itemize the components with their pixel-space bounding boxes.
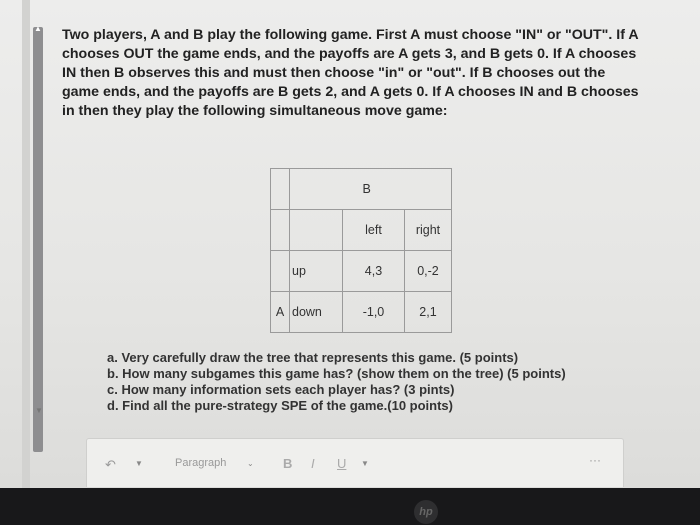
table-cell	[271, 251, 290, 292]
paragraph-style-select[interactable]: Paragraph	[175, 457, 227, 469]
scrollbar-thumb[interactable]	[33, 27, 43, 452]
chevron-down-icon[interactable]: ▼	[135, 459, 143, 468]
italic-button[interactable]: I	[311, 456, 315, 471]
column-player-label: B	[343, 169, 405, 210]
table-row	[271, 169, 452, 210]
chevron-down-icon[interactable]: ⌄	[247, 459, 254, 468]
part-c: c. How many information sets each player has? (3 pints)	[107, 382, 455, 397]
undo-icon[interactable]: ↶	[105, 457, 116, 472]
table-cell	[271, 210, 290, 251]
table-cell	[290, 169, 343, 210]
part-a: a. Very carefully draw the tree that represents this game. (5 points)	[107, 350, 519, 365]
table-row	[271, 292, 452, 333]
column-left-label: left	[343, 210, 405, 251]
table-row	[271, 251, 452, 292]
underline-button[interactable]: U	[337, 456, 347, 471]
more-options-button[interactable]: ···	[589, 453, 601, 467]
part-b: b. How many subgames this game has? (show them on the tree) (5 points)	[107, 366, 566, 381]
payoff-up-right: 0,-2	[405, 251, 452, 292]
row-player-label: A	[271, 292, 290, 333]
payoff-down-left: -1,0	[343, 292, 405, 333]
row-up-label: up	[290, 251, 343, 292]
question-text: Two players, A and B play the following game. First A must choose "IN" or "OUT". If A chooses OUT the game ends, and the payoffs are A gets 3, and B gets 0. If A chooses IN then B observes this and must then choose "in" or "out". If B chooses out the game ends, and the payoffs are B gets 2, and A gets 0. If A chooses IN and B chooses in then they play the following simultaneous move game:	[62, 27, 639, 119]
scroll-down-arrow-icon[interactable]: ▼	[35, 406, 43, 415]
column-right-label: right	[405, 210, 452, 251]
part-d: d. Find all the pure-strategy SPE of the game.(10 points)	[107, 398, 453, 413]
chevron-down-icon[interactable]: ▼	[361, 459, 369, 468]
row-down-label: down	[290, 292, 343, 333]
table-cell	[405, 169, 452, 210]
payoff-down-right: 2,1	[405, 292, 452, 333]
scroll-up-arrow-icon[interactable]: ▲	[34, 24, 42, 33]
question-parts	[107, 350, 627, 414]
payoff-matrix	[270, 168, 452, 333]
payoff-up-left: 4,3	[343, 251, 405, 292]
bold-button[interactable]: B	[283, 456, 293, 471]
laptop-bezel	[0, 488, 700, 525]
hp-logo-icon: hp	[414, 500, 438, 524]
table-cell	[271, 169, 290, 210]
scroll-track	[22, 0, 30, 488]
table-cell	[290, 210, 343, 251]
table-row	[271, 210, 452, 251]
editor-toolbar	[86, 438, 624, 487]
